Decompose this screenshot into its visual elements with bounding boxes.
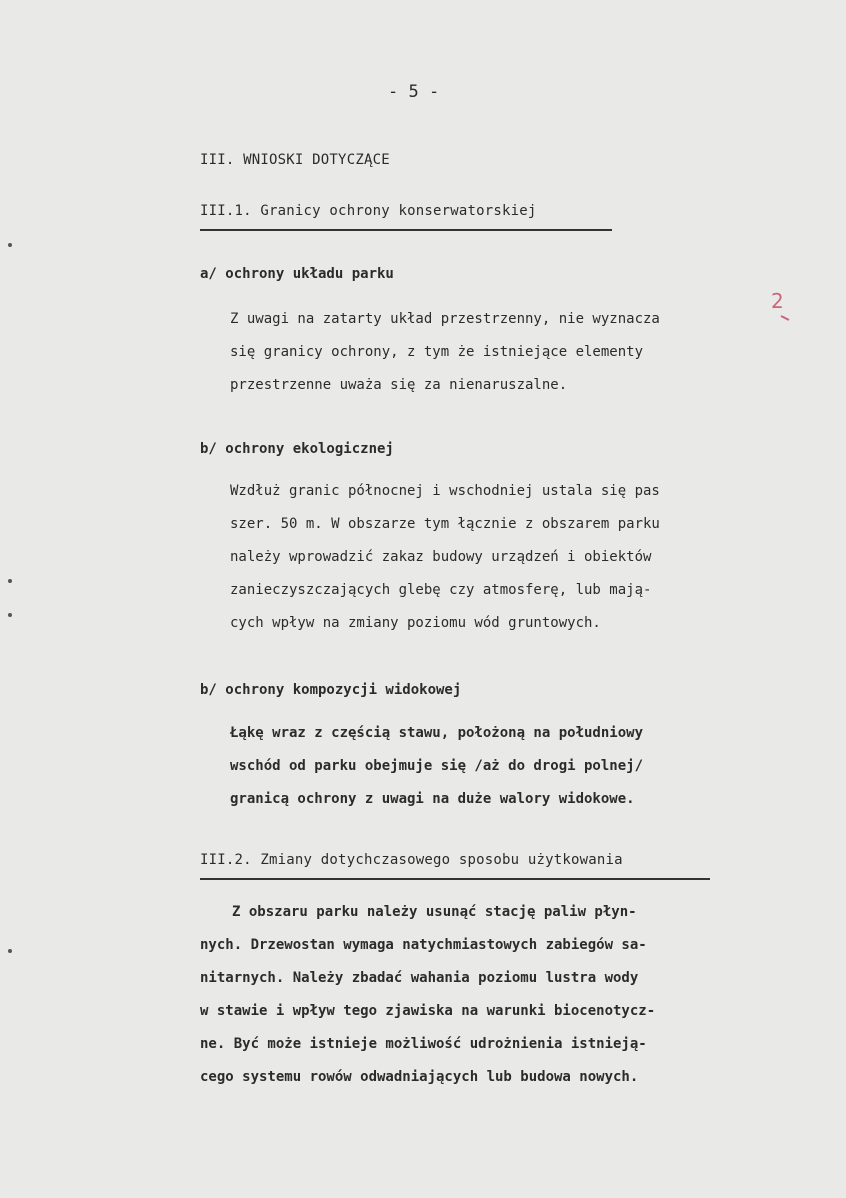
page-number: - 5 - bbox=[388, 82, 440, 102]
point-a-line: Z uwagi na zatarty układ przestrzenny, nie wyznacza bbox=[230, 311, 660, 327]
subsection-2-underline bbox=[200, 878, 710, 880]
binding-hole-mark bbox=[8, 243, 12, 247]
paragraph-line: nitarnych. Należy zbadać wahania poziomu lustra wody bbox=[200, 970, 639, 986]
point-b-line: zanieczyszczających glebę czy atmosferę, lub mają- bbox=[230, 582, 652, 598]
subsection-1-title: III.1. Granicy ochrony konserwatorskiej bbox=[200, 203, 537, 219]
binding-hole-mark bbox=[8, 613, 12, 617]
point-c-line: Łąkę wraz z częścią stawu, położoną na południowy bbox=[230, 725, 644, 741]
point-c-title: b/ ochrony kompozycji widokowej bbox=[200, 682, 462, 698]
paragraph-line: cego systemu rowów odwadniających lub budowa nowych. bbox=[200, 1069, 639, 1085]
margin-annotation-stroke bbox=[781, 316, 789, 320]
subsection-1-underline bbox=[200, 229, 612, 231]
margin-annotation-text: 2 bbox=[771, 290, 784, 313]
binding-hole-mark bbox=[8, 949, 12, 953]
margin-annotation bbox=[765, 290, 793, 326]
point-b-line: szer. 50 m. W obszarze tym łącznie z obszarem parku bbox=[230, 516, 660, 532]
paragraph-line: nych. Drzewostan wymaga natychmiastowych zabiegów sa- bbox=[200, 937, 647, 953]
paragraph-line: w stawie i wpływ tego zjawiska na warunki biocenotycz- bbox=[200, 1003, 656, 1019]
point-a-title: a/ ochrony układu parku bbox=[200, 266, 394, 282]
point-b-line: Wzdłuż granic północnej i wschodniej ustala się pas bbox=[230, 483, 660, 499]
point-a-line: przestrzenne uważa się za nienaruszalne. bbox=[230, 377, 568, 393]
point-b-line: należy wprowadzić zakaz budowy urządzeń i obiektów bbox=[230, 549, 652, 565]
point-b-title: b/ ochrony ekologicznej bbox=[200, 441, 394, 457]
binding-hole-mark bbox=[8, 579, 12, 583]
paragraph-line: ne. Być może istnieje możliwość udrożnienia istnieją- bbox=[200, 1036, 647, 1052]
point-a-line: się granicy ochrony, z tym że istniejące elementy bbox=[230, 344, 644, 360]
point-c-line: granicą ochrony z uwagi na duże walory widokowe. bbox=[230, 791, 635, 807]
section-title: III. WNIOSKI DOTYCZĄCE bbox=[200, 152, 390, 168]
point-b-line: cych wpływ na zmiany poziomu wód gruntowych. bbox=[230, 615, 601, 631]
point-c-line: wschód od parku obejmuje się /aż do drogi polnej/ bbox=[230, 758, 644, 774]
subsection-2-title: III.2. Zmiany dotychczasowego sposobu użytkowania bbox=[200, 852, 623, 868]
paragraph-line: Z obszaru parku należy usunąć stację paliw płyn- bbox=[232, 904, 637, 920]
